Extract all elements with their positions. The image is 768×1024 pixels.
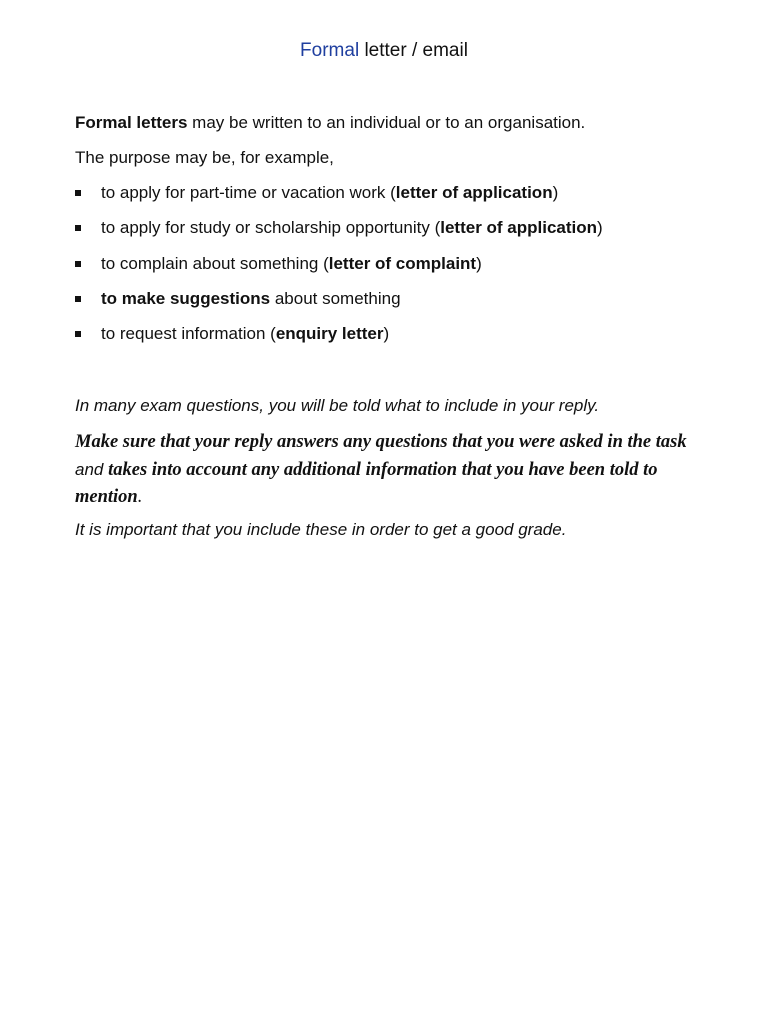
list-item-text-end: ) <box>383 324 390 344</box>
list-item-text: to apply for study or scholarship opportunity ( <box>101 218 441 238</box>
list-item-text-end: about something <box>270 288 401 308</box>
list-item-text: to apply for part-time or vacation work ( <box>101 183 396 202</box>
list-item-text: to request information ( <box>101 324 276 344</box>
purpose-line: The purpose may be, for example, <box>75 148 334 167</box>
square-bullet-icon <box>75 225 81 231</box>
make-sure-part2: takes into account any additional information that you have been told to mention <box>75 460 658 507</box>
make-sure-end: . <box>137 487 143 507</box>
page-title <box>0 38 768 64</box>
list-item-text: to complain about something ( <box>101 253 329 273</box>
intro-paragraph <box>75 112 585 134</box>
make-sure-and: and <box>75 460 109 479</box>
list-item-text-end: ) <box>476 253 482 273</box>
make-sure-paragraph <box>75 428 700 511</box>
list-item-text-end: ) <box>552 183 559 202</box>
square-bullet-icon <box>75 261 81 267</box>
exam-paragraph: In many exam questions, you will be told what to include in your reply. <box>75 396 600 415</box>
title-accent: Formal <box>300 40 360 61</box>
square-bullet-icon <box>75 296 81 302</box>
square-bullet-icon <box>75 331 81 337</box>
list-item-bold: letter of complaint <box>328 253 477 273</box>
list-item-bold: letter of application <box>440 218 598 238</box>
list-item-bold: letter of application <box>395 183 553 202</box>
list-item-bold: to make suggestions <box>101 288 271 308</box>
make-sure-part1: Make sure that your reply answers any questions that you were asked in the task <box>75 432 687 452</box>
list-item <box>75 288 603 323</box>
list-item-bold: enquiry letter <box>275 324 384 344</box>
list-item <box>75 182 603 217</box>
square-bullet-icon <box>75 190 81 196</box>
list-item <box>75 217 603 252</box>
title-rest: letter / email <box>359 40 468 61</box>
list-item-text-end: ) <box>597 218 603 238</box>
purpose-list <box>75 182 603 358</box>
important-paragraph: It is important that you include these in order to get a good grade. <box>75 520 567 539</box>
intro-bold: Formal letters <box>75 113 188 132</box>
list-item <box>75 253 603 288</box>
intro-rest: may be written to an individual or to an organisation. <box>187 113 586 132</box>
list-item <box>75 323 603 358</box>
